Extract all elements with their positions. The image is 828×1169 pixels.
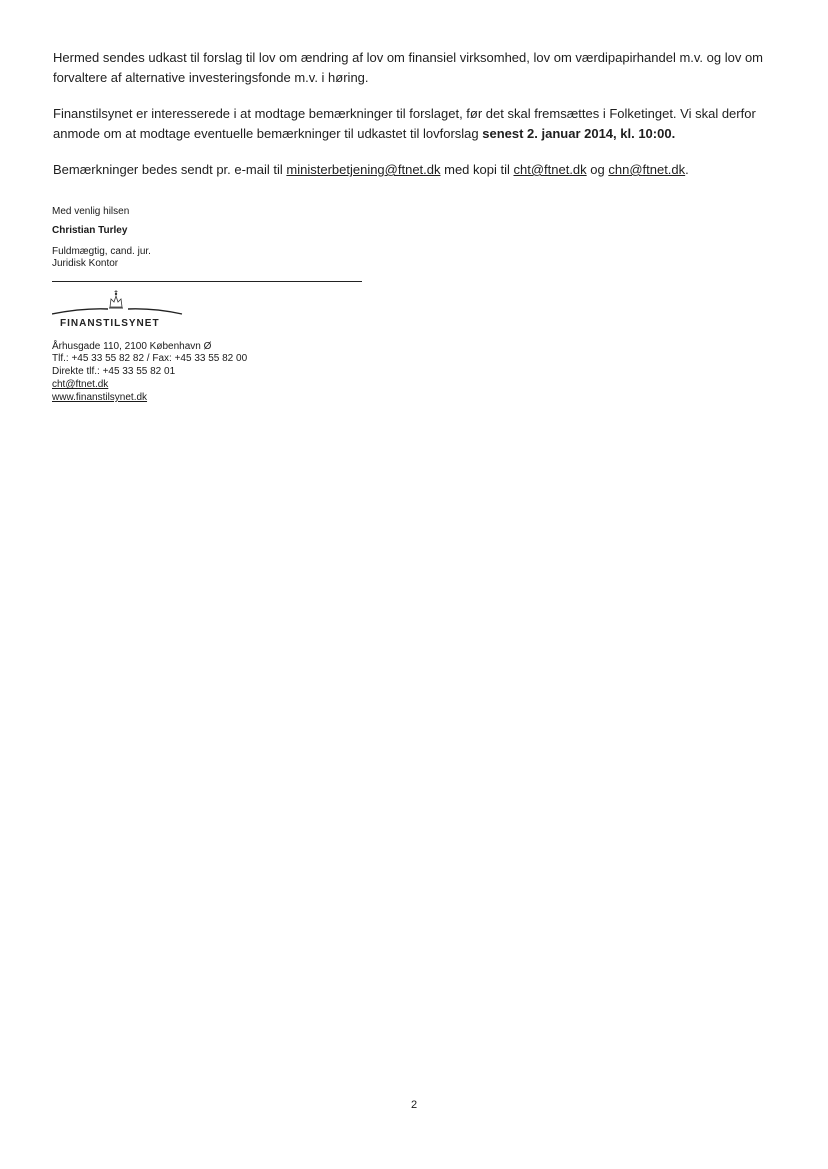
email-link-copy1[interactable]: cht@ftnet.dk: [513, 162, 587, 177]
contact-email-link[interactable]: cht@ftnet.dk: [52, 379, 109, 390]
intro-paragraph: [53, 48, 783, 88]
submission-end: .: [685, 162, 689, 177]
request-paragraph: [53, 104, 783, 144]
signature-department: Juridisk Kontor: [52, 258, 119, 269]
submission-middle: med kopi til: [440, 162, 514, 177]
signature-greeting: Med venlig hilsen: [52, 206, 130, 217]
deadline-text: senest 2. januar 2014, kl. 10:00.: [482, 126, 676, 141]
page-number: 2: [410, 1099, 418, 1111]
signature-title: Fuldmægtig, cand. jur.: [52, 246, 151, 257]
crown-icon: [52, 287, 184, 317]
logo-wordmark: FINANSTILSYNET: [60, 318, 160, 329]
phone-fax-line: Tlf.: +45 33 55 82 82 / Fax: +45 33 55 82 00: [52, 353, 248, 364]
submission-paragraph: [53, 160, 783, 180]
signature-divider: [52, 281, 362, 282]
submission-and: og: [586, 162, 609, 177]
intro-text: Hermed sendes udkast til forslag til lov om ændring af lov om finansiel virksomhed, lov om værdipapirhandel m.v. og lov om forvaltere af alternative investeringsfonde m.v. i høring.: [53, 50, 764, 85]
email-link-main[interactable]: ministerbetjening@ftnet.dk: [286, 162, 441, 177]
finanstilsynet-logo: [52, 287, 184, 333]
email-link-copy2[interactable]: chn@ftnet.dk: [608, 162, 686, 177]
address-line: Århusgade 110, 2100 København Ø: [52, 341, 212, 352]
submission-prefix: Bemærkninger bedes sendt pr. e-mail til: [53, 162, 287, 177]
request-text: Finanstilsynet er interesserede i at modtage bemærkninger til forslaget, før det skal fremsættes i Folketinget. Vi skal derfor anmode om at modtage eventuelle bemærkninger til udkastet til lovforslag: [53, 106, 756, 141]
direct-phone-line: Direkte tlf.: +45 33 55 82 01: [52, 366, 176, 377]
website-link[interactable]: www.finanstilsynet.dk: [52, 392, 148, 403]
signature-name: Christian Turley: [52, 225, 128, 236]
